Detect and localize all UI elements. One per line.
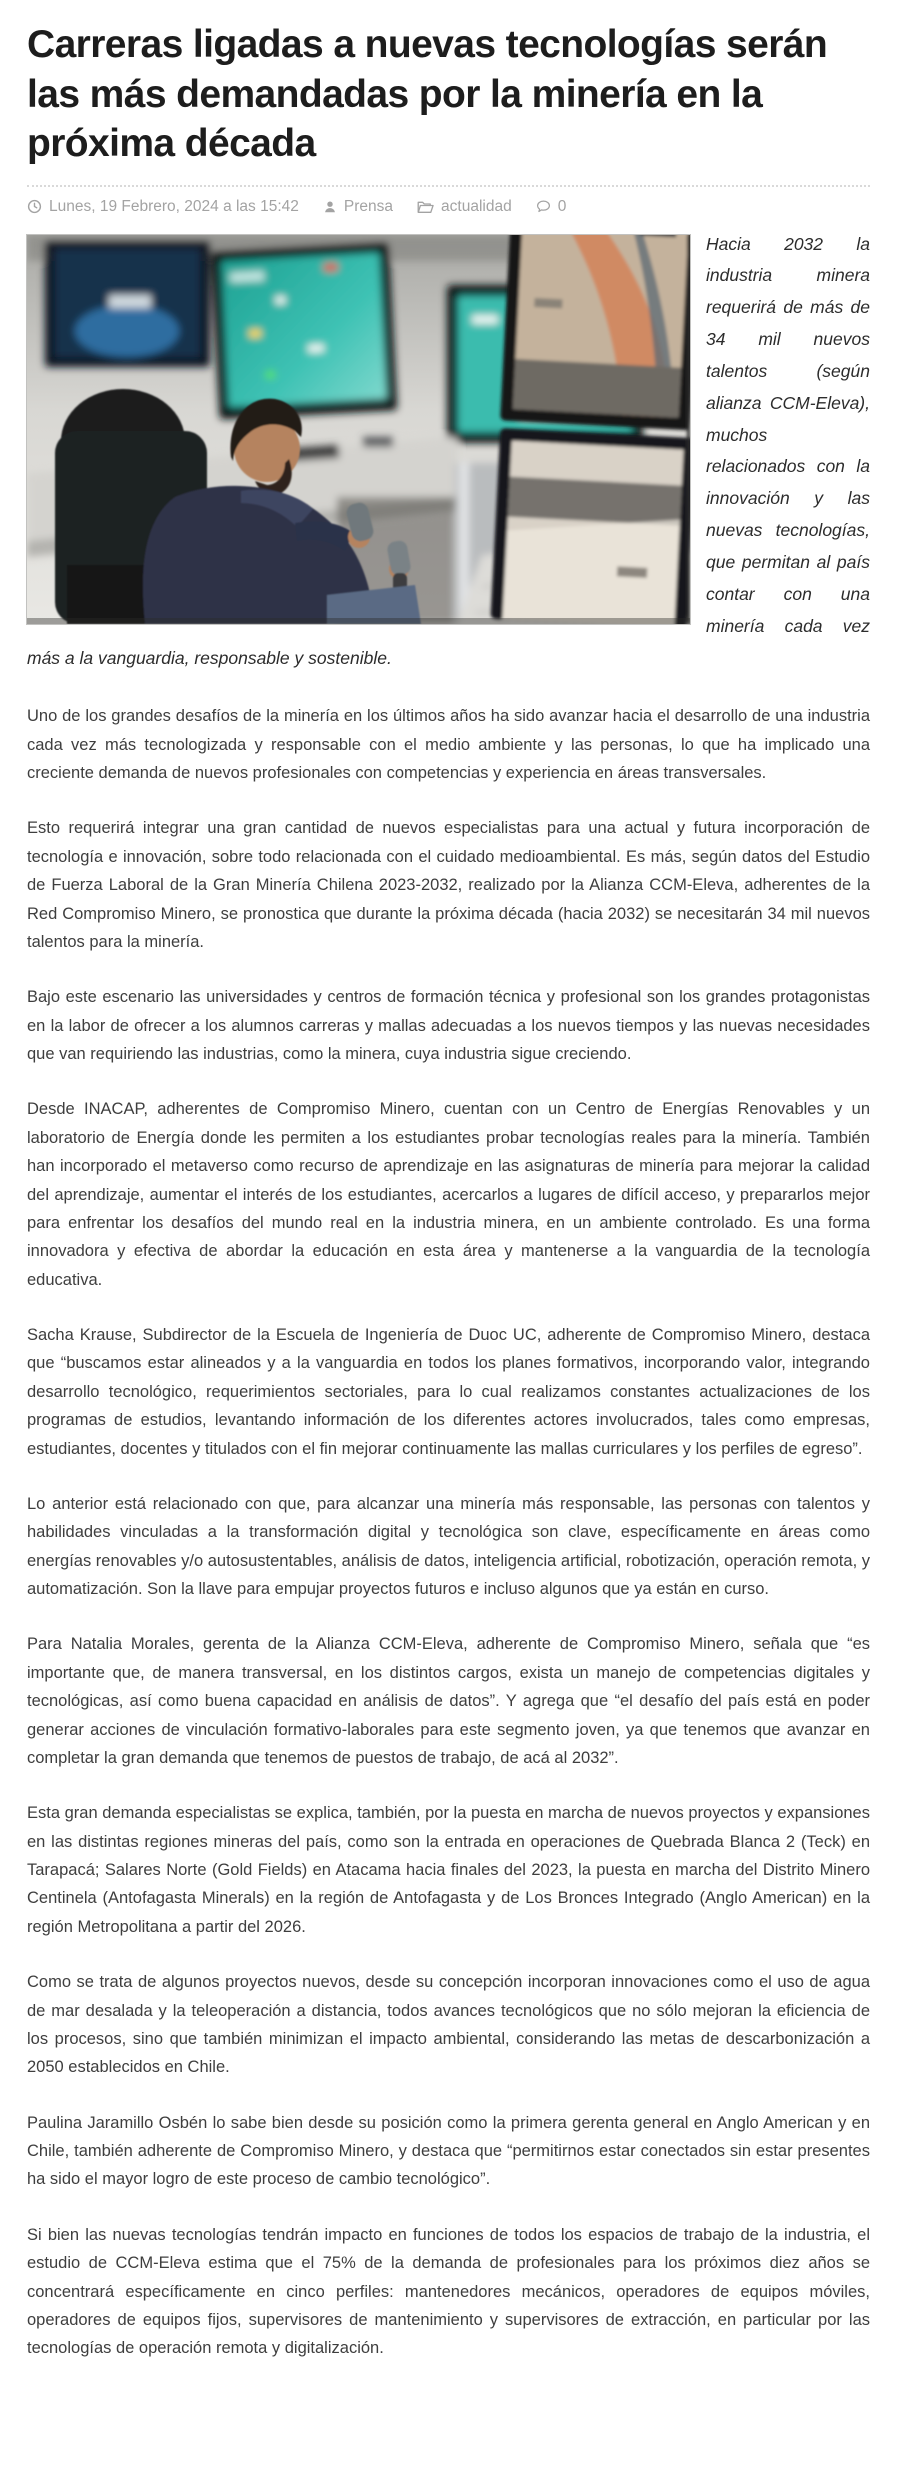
article-paragraph: Como se trata de algunos proyectos nuevos, desde su concepción incorporan innovaciones como el uso de agua de mar desalada y la teleoperación a distancia, todos avances tecnológicos que no sólo mejoran la eficiencia de los procesos, sino que también minimizan el impacto ambiental, considerando las metas de descarbonización a 2050 establecidos en Chile. [27,1973,870,2077]
article-paragraph: Para Natalia Morales, gerenta de la Alianza CCM-Eleva, adherente de Compromiso Minero, señala que “es importante que, de manera transversal, en los distintos cargos, exista un manejo de competencias digitales y tecnológicas, así como buena capacidad en análisis de datos”. Y agrega que “el desafío del país está en poder generar acciones de vinculación formativo-laborales para este segmento joven, ya que tenemos que avanzar en completar la gran demanda que tenemos de puestos de trabajo, de acá al 2032”. [27,1635,870,1767]
control-room-photo-art [27,235,690,624]
user-icon [323,200,337,214]
article-paragraph: Si bien las nuevas tecnologías tendrán impacto en funciones de todos los espacios de trabajo de la industria, el estudio de CCM-Eleva estima que el 75% de la demanda de profesionales para los próximos diez años se concentrará específicamente en cinco perfiles: mantenedores mecánicos, operadores de equipos móviles, operadores de equipos fijos, supervisores de mantenimiento y supervisores de extracción, en particular por las tecnologías de operación remota y digitalización. [27,2225,870,2358]
page-title: Carreras ligadas a nuevas tecnologías serán las más demandadas por la minería en la próxima década [27,23,828,166]
article-paragraph: Uno de los grandes desafíos de la minería en los últimos años ha sido avanzar hacia el desarrollo de una industria cada vez más tecnologizada y responsable con el medio ambiente y las personas, lo que ha implicado una creciente demanda de nuevos profesionales con competencias y experiencia en áreas transversales. [27,707,870,783]
article-paragraph: Desde INACAP, adherentes de Compromiso Minero, cuentan con un Centro de Energías Renovables y un laboratorio de Energía donde les permiten a los estudiantes probar tecnologías reales para la minería. También han incorporado el metaverso como recurso de aprendizaje en las asignaturas de minería para mejorar la calidad del aprendizaje, aumentar el interés de los estudiantes, acercarlos a lugares de difícil acceso, y prepararlos mejor para enfrentar los desafíos del mundo real en la industria minera, en un ambiente controlado. Es una forma innovadora y efectiva de abordar la educación en esta área y mantenerse a la vanguardia de la tecnología educativa. [27,1100,870,1289]
post-date-label: Lunes, 19 Febrero, 2024 a las 15:42 [49,197,299,215]
article-paragraph: Paulina Jaramillo Osbén lo sabe bien desde su posición como la primera gerenta general en Anglo American y en Chile, también adherente de Compromiso Minero, y destaca que “permitirnos estar conectados sin estar presentes ha sido el mayor logro de este proceso de cambio tecnológico”. [27,2113,870,2189]
post-author[interactable] [323,198,393,216]
post-date [27,198,299,216]
article-paragraph: Bajo este escenario las universidades y centros de formación técnica y profesional son los grandes protagonistas en la labor de ofrecer a los alumnos carreras y mallas adecuadas a los nuevos tiempos y las nuevas necesidades que van requiriendo las industrias, como la minera, cuya industria sigue creciendo. [27,988,870,1064]
post-author-label: Prensa [343,197,394,215]
post-meta [27,187,870,229]
folder-icon [417,200,434,214]
article-paragraph: Esto requerirá integrar una gran cantidad de nuevos especialistas para una actual y futura incorporación de tecnología e innovación, sobre todo relacionada con el cuidado medioambiental. Es más, según datos del Estudio de Fuerza Laboral de la Gran Minería Chilena 2023-2032, realizado por la Alianza CCM-Eleva, adherentes de la Red Compromiso Minero, se pronostica que durante la próxima década (hacia 2032) se necesitarán 34 mil nuevos talentos para la minería. [27,819,870,951]
comment-icon [536,199,551,214]
clock-icon [27,199,42,214]
article-paragraph: Sacha Krause, Subdirector de la Escuela de Ingeniería de Duoc UC, adherente de Compromiso Minero, destaca que “buscamos estar alineados y a la vanguardia en todos los planes formativos, incorporando valor, integrando desarrollo tecnológico, requerimientos sectoriales, para lo cual realizamos constantes actualizaciones de los programas de estudios, levantando información de los diferentes actores involucrados, tales como empresas, estudiantes, docentes y titulados con el fin mejorar continuamente las mallas curriculares y los perfiles de egreso”. [27,1326,870,1458]
post-comments[interactable] [536,198,567,216]
post-category[interactable] [417,198,512,216]
post-comments-count: 0 [557,197,567,215]
lead-paragraph: Hacia 2032 la industria minera requerirá de más de 34 mil nuevos talentos (según alianza CCM-Eleva), muchos relacionados con la innovación y las nuevas tecnologías, que permitan al país contar con una minería cada vez más a la vanguardia, responsable y sostenible. [27,233,870,668]
article-paragraph: Lo anterior está relacionado con que, para alcanzar una minería más responsable, las personas con talentos y habilidades vinculadas a la transformación digital y tecnológica son clave, específicamente en áreas como energías renovables y/o autosustentables, análisis de datos, inteligencia artificial, robotización, operación remota, y automatización. Son la llave para empujar proyectos futuros e incluso algunos que ya están en curso. [27,1494,870,1599]
article-paragraph: Esta gran demanda especialistas se explica, también, por la puesta en marcha de nuevos proyectos y expansiones en las distintas regiones mineras del país, como son la entrada en operaciones de Quebrada Blanca 2 (Teck) en Tarapacá; Salares Norte (Gold Fields) en Atacama hacia finales del 2023, la puesta en marcha del Distrito Minero Centinela (Antofagasta Minerals) en la región de Antofagasta y de Los Bronces Integrado (Anglo American) en la región Metropolitana a partir del 2026. [27,1804,870,1936]
control-room-photo [27,235,690,624]
post-category-label: actualidad [441,197,512,215]
